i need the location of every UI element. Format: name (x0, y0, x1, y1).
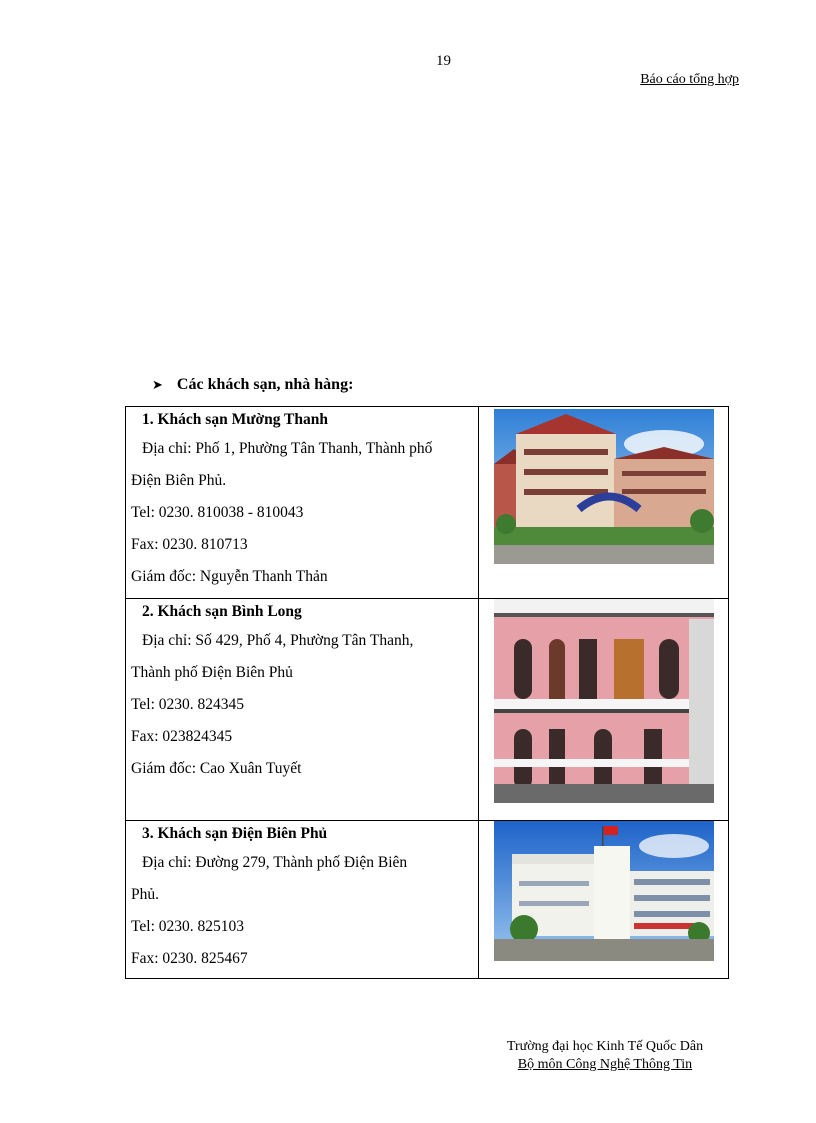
hotel-tel: Tel: 0230. 824345 (131, 696, 245, 713)
hotel-name: 3. Khách sạn Điện Biên Phủ (142, 825, 328, 842)
hotel-address: Địa chỉ: Số 429, Phố 4, Phường Tân Thanh, (142, 632, 414, 649)
hotel-info-cell (126, 821, 479, 979)
footer-university: Trường đại học Kinh Tế Quốc Dân (506, 1039, 704, 1054)
table-row (126, 407, 729, 599)
hotel-tel: Tel: 0230. 810038 - 810043 (131, 504, 304, 521)
hotel-photo-cell (479, 599, 729, 821)
hotel-photo-cell (479, 821, 729, 979)
hotel-address-cont: Điện Biên Phủ. (131, 472, 227, 489)
hotel-address: Địa chỉ: Đường 279, Thành phố Điện Biên (142, 854, 408, 871)
table-row (126, 599, 729, 821)
hotel-info-cell (126, 407, 479, 599)
hotel-address: Địa chỉ: Phố 1, Phường Tân Thanh, Thành phố (142, 440, 433, 457)
table-row (126, 821, 729, 979)
hotel-address-cont: Phủ. (131, 886, 159, 903)
hotel-name: 2. Khách sạn Bình Long (142, 603, 302, 620)
arrow-bullet-icon: ➤ (152, 377, 163, 392)
footer (480, 1038, 730, 1074)
hotel-name: 1. Khách sạn Mường Thanh (142, 411, 329, 428)
hotel-photo-cell (479, 407, 729, 599)
hotel-info-cell (126, 599, 479, 821)
hotel-dien-bien-phu-photo (494, 821, 714, 961)
footer-department: Bộ môn Công Nghệ Thông Tin (517, 1057, 693, 1072)
hotel-director: Giám đốc: Cao Xuân Tuyết (131, 760, 302, 777)
hotel-fax: Fax: 0230. 825467 (131, 950, 248, 967)
hotel-muong-thanh-photo (494, 409, 714, 564)
section-heading (152, 376, 353, 394)
hotel-director: Giám đốc: Nguyễn Thanh Thản (131, 568, 328, 585)
hotel-binh-long-photo (494, 599, 714, 803)
hotel-fax: Fax: 023824345 (131, 728, 233, 745)
section-heading-text: Các khách sạn, nhà hàng: (176, 376, 354, 393)
header-title: Báo cáo tổng hợp (640, 72, 739, 87)
hotels-table (125, 406, 729, 979)
hotel-tel: Tel: 0230. 825103 (131, 918, 245, 935)
hotel-fax: Fax: 0230. 810713 (131, 536, 248, 553)
page-number: 19 (436, 53, 451, 69)
hotel-address-cont: Thành phố Điện Biên Phủ (131, 664, 293, 681)
